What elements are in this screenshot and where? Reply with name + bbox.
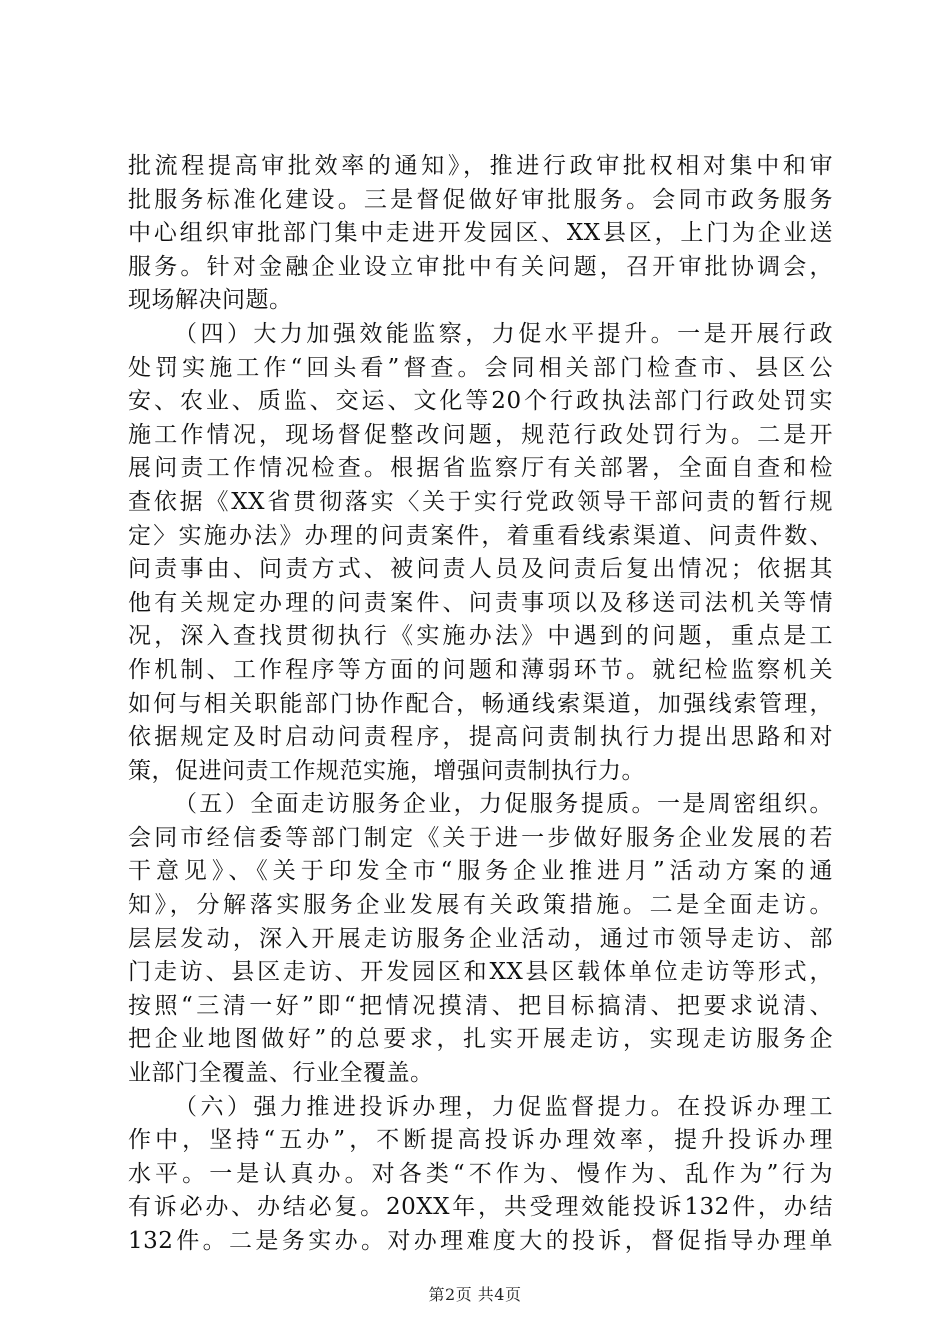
text-line: 门走访、县区走访、开发园区和XX县区载体单位走访等形式， (128, 959, 833, 986)
text-line: 处罚实施工作“回头看”督查。会同相关部门检查市、县区公 (128, 354, 833, 381)
page-footer: 第2页 共4页 (428, 1285, 522, 1304)
text-line: （五）全面走访服务企业，力促服务提质。一是周密组织。 (174, 791, 833, 818)
text-line: 况，深入查找贯彻执行《实施办法》中遇到的问题，重点是工 (128, 623, 833, 650)
text-line: 依据规定及时启动问责程序，提高问责制执行力提出思路和对 (128, 724, 833, 751)
text-line: 策，促进问责工作规范实施，增强问责制执行力。 (128, 757, 645, 784)
text-line: 干意见》、《关于印发全市“服务企业推进月”活动方案的通 (128, 858, 833, 885)
text-line: 作中，坚持“五办”，不断提高投诉办理效率，提升投诉办理 (128, 1127, 833, 1154)
text-line: 查依据《XX省贯彻落实〈关于实行党政领导干部问责的暂行规 (128, 488, 833, 515)
text-line: 中心组织审批部门集中走进开发园区、XX县区，上门为企业送 (128, 220, 833, 247)
text-line: 批服务标准化建设。三是督促做好审批服务。会同市政务服务 (128, 186, 833, 213)
text-line: 作机制、工作程序等方面的问题和薄弱环节。就纪检监察机关 (128, 656, 833, 683)
text-line: 如何与相关职能部门协作配合，畅通线索渠道，加强线索管理， (128, 690, 833, 717)
text-line: （六）强力推进投诉办理，力促监督提力。在投诉办理工 (174, 1093, 833, 1120)
text-line: 定〉实施办法》办理的问责案件，着重看线索渠道、问责件数、 (128, 522, 833, 549)
text-line: 业部门全覆盖、行业全覆盖。 (128, 1060, 434, 1087)
text-line: 施工作情况，现场督促整改问题，规范行政处罚行为。二是开 (128, 421, 833, 448)
text-line: 知》，分解落实服务企业发展有关政策措施。二是全面走访。 (128, 892, 833, 919)
text-line: 现场解决问题。 (128, 287, 293, 314)
text-line: 会同市经信委等部门制定《关于进一步做好服务企业发展的若 (128, 824, 833, 851)
text-line: 展问责工作情况检查。根据省监察厅有关部署，全面自查和检 (128, 455, 833, 482)
text-line: （四）大力加强效能监察，力促水平提升。一是开展行政 (174, 320, 833, 347)
text-line: 按照“三清一好”即“把情况摸清、把目标搞清、把要求说清、 (128, 992, 833, 1019)
text-line: 批流程提高审批效率的通知》，推进行政审批权相对集中和审 (128, 153, 833, 179)
text-line: 服务。针对金融企业设立审批中有关问题，召开审批协调会， (128, 253, 833, 280)
text-line: 132件。二是务实办。对办理难度大的投诉，督促指导办理单 (128, 1228, 833, 1254)
text-line: 安、农业、质监、交运、文化等20个行政执法部门行政处罚实 (128, 388, 833, 415)
text-line: 水平。一是认真办。对各类“不作为、慢作为、乱作为”行为 (128, 1160, 833, 1187)
document-body (128, 150, 833, 1259)
text-line: 问责事由、问责方式、被问责人员及问责后复出情况；依据其 (128, 556, 833, 583)
text-line: 层层发动，深入开展走访服务企业活动，通过市领导走访、部 (128, 925, 833, 952)
text-line: 把企业地图做好”的总要求，扎实开展走访，实现走访服务企 (128, 1026, 833, 1053)
text-line: 他有关规定办理的问责案件、问责事项以及移送司法机关等情 (128, 589, 833, 616)
text-line: 有诉必办、办结必复。20XX年，共受理效能投诉132件，办结 (128, 1194, 833, 1221)
